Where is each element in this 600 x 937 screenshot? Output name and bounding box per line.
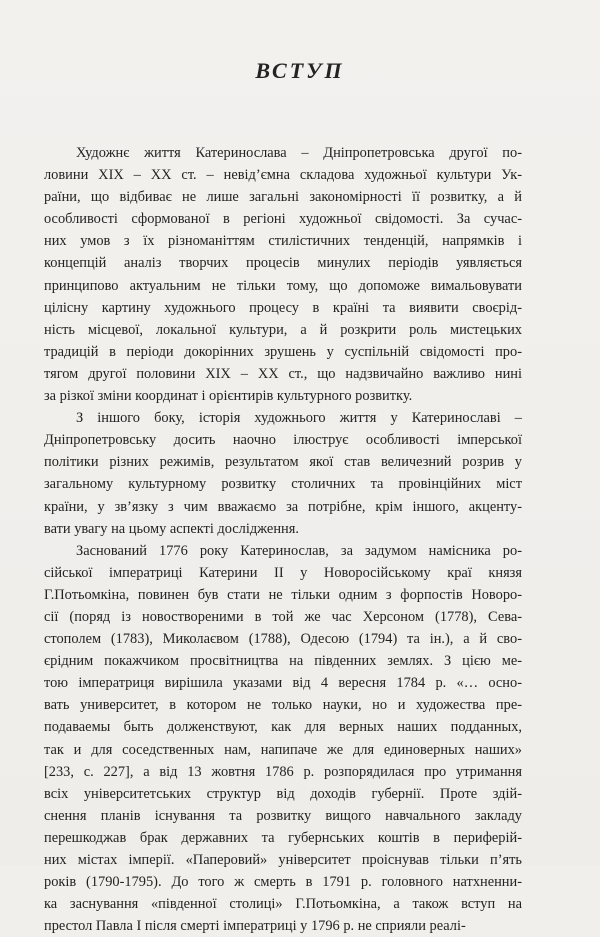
text-line: країни, у зв’язку з чим вважаємо за потрібне, крім іншого, акценту- bbox=[44, 498, 522, 515]
text-line: Художнє життя Катеринослава – Дніпропетровська другої по- bbox=[76, 145, 522, 161]
text-line: політики різних режимів, результатом якої став величезний розрив у bbox=[44, 454, 522, 471]
text-line: подаваемы быть долженствуют, как для верных наших подданных, bbox=[44, 719, 522, 736]
text-line: стополем (1783), Миколаєвом (1788), Одесою (1794) та ін.), а й сво- bbox=[44, 631, 522, 648]
text-line: вати увагу на цьому аспекті дослідження. bbox=[44, 520, 299, 537]
text-line: снення планів існування та розвитку вищого навчального закладу bbox=[44, 807, 522, 824]
text-line: З іншого боку, історія художнього життя у Катеринославі – bbox=[76, 410, 522, 427]
text-line: особливості сформованої в регіоні художньої свідомості. За сучас- bbox=[44, 211, 522, 228]
text-line: так и для соседственных нам, напипаче же для единоверных наших» bbox=[44, 741, 522, 758]
text-line: загальному культурному розвитку столичних та провінційних міст bbox=[44, 476, 522, 493]
text-line: цілісну картину художнього процесу в країні та виявити своєрід- bbox=[44, 299, 522, 316]
text-line: сії (поряд із новоствореними в той же час Херсоном (1778), Сева- bbox=[44, 608, 522, 625]
text-line: престол Павла I після смерті імператриці у 1796 р. не сприяли реалі- bbox=[44, 918, 466, 935]
text-line: Г.Потьомкіна, повинен був стати не тільки одним з форпостів Новоро- bbox=[44, 586, 522, 603]
text-line: Заснований 1776 року Катеринослав, за задумом намісника ро- bbox=[76, 542, 522, 559]
text-line: раїни, що відбиває не лише загальні закономірності її розвитку, а й bbox=[44, 189, 522, 206]
page-title: ВСТУП bbox=[255, 58, 345, 83]
text-line: за різкої зміни координат і орієнтирів культурного розвитку. bbox=[44, 388, 413, 405]
text-line: сійської імператриці Катерини II у Новоросійському краї князя bbox=[44, 564, 522, 581]
text-line: ка заснування «південної столиці» Г.Потьомкіна, а також вступ на bbox=[44, 896, 522, 913]
paragraph bbox=[44, 540, 522, 937]
text-line: них містах імперії. «Паперовий» університет проіснував тільки п’ять bbox=[44, 852, 522, 868]
text-line: тягом другої половини XIX – XX ст., що надзвичайно важливо нині bbox=[44, 365, 522, 382]
text-line: ність місцевої, локальної культури, а й розкрити роль мистецьких bbox=[44, 321, 522, 338]
paragraph bbox=[44, 407, 522, 540]
paragraph bbox=[44, 142, 522, 407]
text-line: тою імператриця вирішила указами від 4 вересня 1784 р. «… осно- bbox=[44, 675, 522, 692]
text-line: вать университет, в котором не только науки, но и художества пре- bbox=[44, 697, 522, 714]
text-line: єрідним покажчиком просвітництва на південних землях. З цією ме- bbox=[44, 653, 522, 670]
text-line: років (1790-1795). До того ж смерть в 1791 р. головного натхненни- bbox=[44, 874, 522, 891]
text-line: перешкоджав брак державних та губернських коштів в периферій- bbox=[44, 829, 522, 846]
text-line: принципово актуальним не тільки тому, що допоможе вимальовувати bbox=[44, 277, 522, 294]
text-line: ловини XIX – XX ст. – невід’ємна складова художньої культури Ук- bbox=[44, 167, 522, 184]
text-line: Дніпропетровську досить наочно ілюструє особливості імперської bbox=[44, 432, 522, 449]
text-line: концепцій аналіз творчих процесів минулих періодів уявляється bbox=[44, 255, 522, 272]
body-text bbox=[44, 142, 522, 937]
text-line: [233, с. 227], а від 13 жовтня 1786 р. розпорядилася про утримання bbox=[44, 763, 522, 780]
text-line: традицій в періоди докорінних зрушень у суспільній свідомості про- bbox=[44, 343, 522, 360]
text-line: всіх університетських структур від доходів губернії. Проте здій- bbox=[44, 785, 522, 802]
text-line: них умов з їх різноманіттям стилістичних тенденцій, напрямків і bbox=[44, 233, 522, 250]
